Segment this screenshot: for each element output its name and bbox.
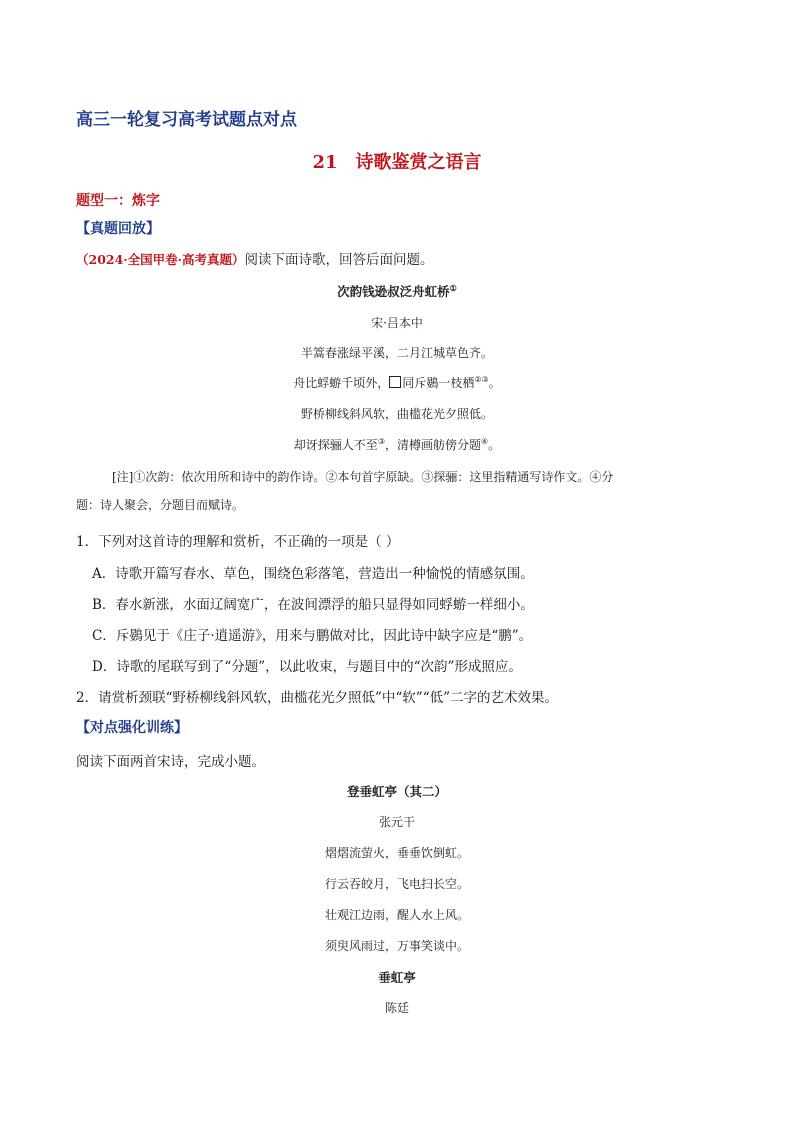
poem1-line: 却讶探骊人不至③，清樽画舫傍分题④。 xyxy=(293,437,501,452)
option-b: B．春水新涨，水面辽阔宽广，在波间漂浮的船只显得如同蜉蝣一样细小。 xyxy=(92,597,534,613)
poem2-title: 登垂虹亭（其二） xyxy=(346,784,447,799)
practice-instruction: 阅读下面两首宋诗，完成小题。 xyxy=(76,754,265,770)
chapter-number: 21 xyxy=(312,152,338,173)
chapter-title xyxy=(0,148,794,174)
poem1-line: 舟比蜉蝣千顷外， 同斥鷃一枝栖②③。 xyxy=(293,375,501,390)
real-exam-heading: 【真题回放】 xyxy=(76,221,160,237)
poem1-author: 宋·吕本中 xyxy=(371,316,423,330)
exam-source: （2024·全国甲卷·高考真题） xyxy=(76,252,245,267)
option-d: D．诗歌的尾联写到了“分题”，以此收束，与题目中的“次韵”形成照应。 xyxy=(92,659,522,675)
question-1: 1．下列对这首诗的理解和赏析，不正确的一项是（ ） xyxy=(76,534,400,550)
exam-instruction: 阅读下面诗歌，回答后面问题。 xyxy=(244,252,434,268)
poem2-line: 熠熠流萤火，垂垂饮倒虹。 xyxy=(324,846,469,860)
poem3-author: 陈廷 xyxy=(384,1001,409,1015)
poem2-line: 行云吞皎月，飞电扫长空。 xyxy=(324,877,469,891)
footnote-marker: ②③ xyxy=(474,375,489,384)
practice-heading: 【对点强化训练】 xyxy=(76,720,188,736)
option-c: C．斥鷃见于《庄子·逍遥游》，用来与鹏做对比，因此诗中缺字应是“鹏”。 xyxy=(92,628,533,644)
question-type-label: 题型一：炼字 xyxy=(76,193,160,209)
poem1-note-cont: 题：诗人聚会，分题目而赋诗。 xyxy=(76,498,245,512)
poem1-title: 次韵钱逊叔泛舟虹桥① xyxy=(337,282,457,299)
question-2: 2．请赏析颈联“野桥柳线斜风软，曲槛花光夕照低”中“软”“低”二字的艺术效果。 xyxy=(76,690,558,706)
poem1-line: 半篙春涨绿平溪，二月江城草色齐。 xyxy=(300,346,493,360)
poem2-line: 须臾风雨过，万事笑谈中。 xyxy=(324,939,469,953)
poem1-note: [注]①次韵：依次用所和诗中的韵作诗。②本句首字原缺。③探骊：这里指精通写诗作文。④分 xyxy=(112,470,614,484)
poem1-line: 野桥柳线斜风软，曲槛花光夕照低。 xyxy=(300,407,493,421)
poem2-line: 壮观江边雨，醒人水上风。 xyxy=(324,908,469,922)
footnote-marker: ① xyxy=(449,282,457,293)
series-title: 高三一轮复习高考试题点对点 xyxy=(76,110,297,130)
poem2-author: 张元干 xyxy=(378,815,415,829)
chapter-name: 诗歌鉴赏之语言 xyxy=(355,152,482,173)
option-a: A．诗歌开篇写春水、草色，围绕色彩落笔，营造出一种愉悦的情感氛围。 xyxy=(92,566,534,582)
missing-character-box xyxy=(389,376,401,388)
poem3-title: 垂虹亭 xyxy=(378,970,416,985)
footnote-marker: ③ xyxy=(377,437,385,446)
footnote-marker: ④ xyxy=(481,437,489,446)
exam-intro xyxy=(76,248,434,268)
